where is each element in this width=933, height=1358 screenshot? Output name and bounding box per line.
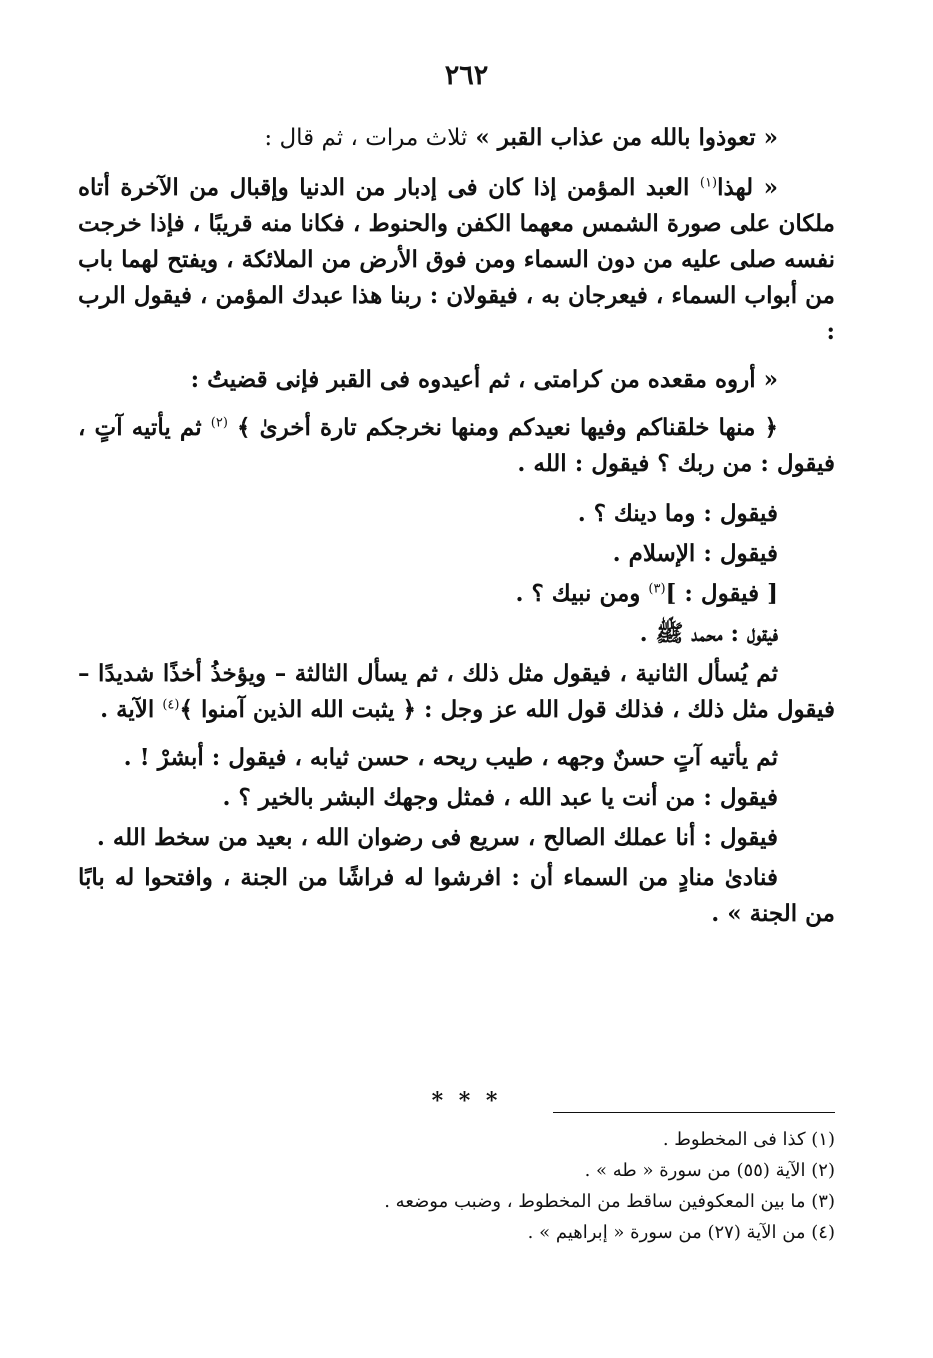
- paragraph-5: فيقول : وما دينك ؟ .: [577, 500, 778, 527]
- footnote-3: (٣) ما بين المعكوفين ساقط من المخطوط ، وضبب موضعه .: [384, 1191, 835, 1212]
- paragraph-7: [78, 576, 835, 612]
- main-text: [78, 120, 835, 932]
- paragraph-2-start: « لهذا: [717, 174, 778, 201]
- paragraph-1: [78, 120, 835, 156]
- footnote-ref-3: (٣): [648, 581, 666, 597]
- footnote-divider: [553, 1112, 835, 1113]
- bracket-text: [ فيقول : ]: [665, 580, 778, 607]
- paragraph-4-body: ثم يأتيه آتٍ ، فيقول : من ربك ؟ فيقول : الله .: [78, 414, 835, 477]
- paragraph-12: فيقول : أنا عملك الصالح ، سريع فى رضوان الله ، بعيد من سخط الله .: [96, 824, 778, 851]
- page-number: ٢٦٢: [444, 60, 489, 91]
- footnote-ref-1: (١): [699, 175, 718, 191]
- paragraph-2: [78, 170, 835, 350]
- paragraph-3: « أروه مقعده من كرامتى ، ثم أعيدوه فى القبر فإنى قضيتُ :: [190, 366, 778, 393]
- paragraph-9-body: ثم يُسأل الثانية ، فيقول مثل ذلك ، ثم يسأل الثالثة – ويؤخذُ أخذًا شديدًا – فيقول مثل ذلك ، فذلك قول الله عز وجل : ﴿ يثبت الله الذين آمنوا ﴾: [78, 660, 835, 723]
- footnote-ref-4: (٤): [162, 697, 180, 713]
- paragraph-9-tail: الآية .: [100, 696, 155, 723]
- paragraph-8: فيقول : محمد ﷺ .: [639, 620, 778, 647]
- paragraph-7-body: ومن نبيك ؟ .: [515, 580, 641, 607]
- section-ornament: * * *: [431, 1088, 502, 1114]
- paragraph-4: [78, 410, 835, 482]
- paragraph-10: ثم يأتيه آتٍ حسنٌ وجهه ، طيب ريحه ، حسن ثيابه ، فيقول : أبشرْ ! .: [123, 744, 778, 771]
- paragraph-2-body: العبد المؤمن إذا كان فى إدبار من الدنيا وإقبال من الآخرة أتاه ملكان على صورة الشمس معهما الكفن والحنوط ، فكانا منه قريبًا ، فإذا خرجت نفسه صلى عليه من دون السماء ومن فوق الأرض من الملائكة ، ويفتح لهما باب من أبواب السماء ، فيعرجان به ، فيقولان : ربنا هذا عبدك المؤمن ، فيقول الرب :: [78, 174, 835, 345]
- paragraph-11: فيقول : من أنت يا عبد الله ، فمثل وجهك البشر بالخير ؟ .: [222, 784, 778, 811]
- quran-verse-1: ﴿ منها خلقناكم وفيها نعيدكم ومنها نخرجكم تارة أخرىٰ ﴾: [237, 414, 778, 441]
- paragraph-9: [78, 656, 835, 728]
- footnote-4: (٤) من الآية (٢٧) من سورة « إبراهيم » .: [527, 1222, 835, 1243]
- paragraph-6: فيقول : الإسلام .: [612, 540, 778, 567]
- paragraph-1-quote: « تعوذوا بالله من عذاب القبر »: [475, 124, 778, 151]
- footnote-2: (٢) الآية (٥٥) من سورة « طه » .: [584, 1160, 835, 1181]
- footnote-ref-2: (٢): [210, 415, 228, 431]
- footnotes: [78, 1124, 835, 1248]
- footnote-1: (١) كذا فى المخطوط .: [662, 1129, 835, 1150]
- paragraph-1-tail: ثلاث مرات ، ثم قال :: [264, 125, 468, 151]
- paragraph-13: فنادىٰ منادٍ من السماء أن : افرشوا له فراشًا من الجنة ، وافتحوا له بابًا من الجنة » .: [78, 864, 835, 927]
